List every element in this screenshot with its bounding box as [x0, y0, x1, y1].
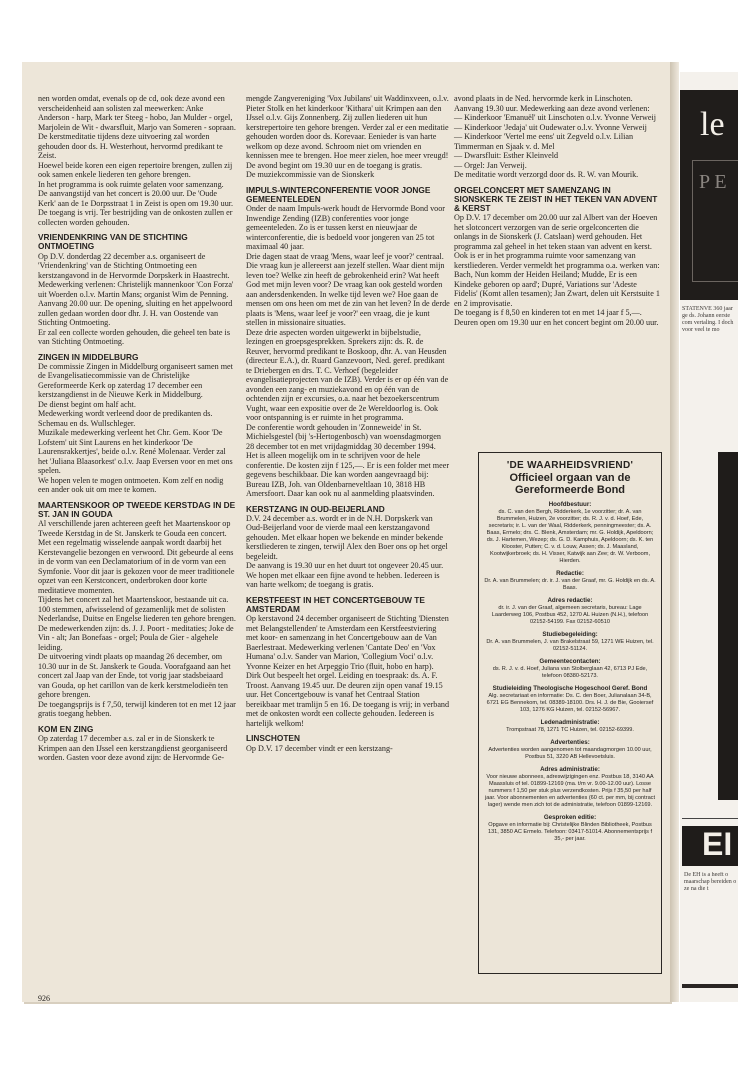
article-paragraph: De avond begint om 19.30 uur en de toegang is gratis. — [246, 160, 423, 170]
article-paragraph: De medewerkenden zijn: ds. J. J. Poort - meditaties; Joke de Vin - alt; Jan Bonefaas - orgel; Poula de Gier - algehele leiding. — [38, 623, 234, 652]
colophon-section — [479, 501, 661, 565]
colophon-section — [479, 631, 661, 653]
colophon-section-text: Dr. A. van Brummelen, J. van Brakelstraat 59, 1271 WE Huizen, tel. 02152-51124. — [486, 639, 654, 652]
article-paragraph: mengde Zangvereniging 'Vox Jubilans' uit Waddinxveen, o.l.v. Pieter Stolk en het kinderkoor 'Kithara' uit Krimpen aan den IJssel o.l.v. Gijs Zonnenberg. Zij zullen liederen uit hun kerstrepertoire ten gehore brengen. Verder zal er een meditatie gehouden worden door ds. Korevaar. Eenieder is van harte welkom op deze avond. Schroom niet om vrienden en kennissen mee te brengen. Hoe meer zielen, hoe meer vreugd! — [246, 94, 449, 160]
colophon-section-text: Voor nieuwe abonnees, adreswijzigingen enz. Postbus 18, 3140 AA Maassluis of tel. 01899-12169 (ma. t/m vr. 9.00-12.00 uur). Losse nummers f 1,50 per stuk plus verzendkosten. Prijs f 35,50 per half jaar. Voor abonnementen en advertenties (60 ct. per mm, bij contract lager) wende men zich tot de administratie, telefoon 01899-12169. — [484, 774, 656, 808]
article-paragraph: Op D.V. 17 december vindt er een kerstzang- — [246, 743, 393, 753]
article-paragraph: We hopen velen te mogen ontmoeten. Kom zelf en nodig een ander ook uit om mee te komen. — [38, 475, 224, 495]
adjacent-page-bottom-rule — [682, 984, 738, 988]
article-heading: KERSTFEEST IN HET CONCERTGEBOUW TE AMSTERDAM — [246, 594, 425, 615]
adjacent-page-rule — [682, 818, 738, 819]
colophon-section — [479, 719, 661, 734]
article-paragraph: De toegang is f 8,50 en kinderen tot en met 14 jaar f 5,—. Deuren open om 19.30 uur en het concert begint om 20.00 uur. — [454, 308, 659, 327]
colophon-section-heading: Redactie: — [556, 570, 584, 577]
colophon-section-heading: Advertenties: — [550, 739, 590, 746]
colophon-section — [479, 570, 661, 592]
colophon-section-text: dr. ir. J. van der Graaf, algemeen secretaris, bureau: Lage Laarderweg 106, Postbus 452, 1270 AL Huizen (N.H.), telefoon 02152-54199. Fax 02152-60510 — [491, 605, 649, 625]
article-paragraph: Hoewel beide koren een eigen repertoire brengen, zullen zij ook samen enkele liederen ten gehore brengen. — [38, 160, 233, 179]
article-paragraph: — Dwarsfluit: Esther Kleinveld — [454, 151, 559, 160]
colophon-section-heading: Studieleiding Theologische Hogeschool Geref. Bond — [492, 685, 648, 692]
colophon-section-heading: Adres redactie: — [547, 597, 593, 604]
adjacent-page-dark-image — [718, 452, 738, 800]
article-heading: VRIENDENKRING VAN DE STICHTING ONTMOETING — [38, 232, 188, 252]
column-3 — [454, 94, 662, 327]
article-paragraph: D.V. 24 december a.s. wordt er in de N.H. Dorpskerk van Oud-Beijerland voor de vierde maal een kerstzangavond gehouden. Met elkaar hopen we bekende en minder bekende kerstliederen te zingen, terwijl Alex den Boer ons op het orgel begeleidt. — [246, 513, 448, 561]
article-heading: ORGELCONCERT MET SAMENZANG IN SIONSKERK TE ZEIST IN HET TEKEN VAN ADVENT & KERST — [454, 184, 658, 214]
article-paragraph: De muziekcommissie van de Sionskerk — [246, 170, 375, 179]
article-heading: ZINGEN IN MIDDELBURG — [38, 351, 139, 362]
colophon-section-text: Trompstraat 78, 1271 TC Huizen, tel. 02152-69399. — [506, 727, 634, 733]
colophon-sections — [479, 501, 661, 843]
article-paragraph: Het is alleen mogelijk om in te schrijven voor de hele conferentie. De kosten zijn f 125,—. Er is een folder met meer gegevens beschikbaar. Die kan worden aangevraagd bij: Bureau IZB, Joh. van Oldenbarneveltlaan 10, 3818 HB Amersfoort. Daar kan ook nu al aanmelding plaatsvinden. — [246, 451, 450, 499]
article-paragraph: Aanvang 20.00 uur. De opening, sluiting en het appelwoord zullen gedaan worden door dhr. J. H. van Oostende van Stichting Ontmoeting. — [38, 299, 233, 328]
colophon-section-heading: Gemeentecontacten: — [539, 658, 601, 665]
article-paragraph: Medewerking wordt verleend door de predikanten ds. Schemau en ds. Wullschleger. — [38, 409, 213, 428]
article-paragraph: De dienst begint om half acht. — [38, 399, 136, 409]
article-paragraph: — Kinderkoor 'Emanuël' uit Linschoten o.l.v. Yvonne Verweij — [454, 113, 656, 122]
colophon-section-text: Alg. secretariaat en informatie: Ds. C. den Boer, Julianalaan 34-B, 6721 EG Bennekom, tel. 08389-18100. Drs. H. J. de Bie, Gooiersef 103, 1276 KG Huizen, tel. 02152-56967. — [486, 693, 654, 713]
colophon-section — [479, 685, 661, 714]
colophon-section-heading: Gesproken editie: — [543, 814, 597, 821]
colophon-section — [479, 814, 661, 843]
article-paragraph: Er zal een collecte worden gehouden, die geheel ten bate is van Stichting Ontmoeting. — [38, 327, 230, 347]
article-paragraph: De kerstmeditatie tijdens deze uitvoering zal worden gehouden door ds. H. Westerhout, hervormd predikant te Zeist. — [38, 132, 223, 160]
article-paragraph: Op D.V. 17 december om 20.00 uur zal Albert van der Hoeven het slotconcert verzorgen van de serie orgelconcerten die onlangs in de Sionskerk (J. Catslaan) werd gehouden. Het programma zal geheel in het teken staan van advent en kerst. Ook is er in het programma ruimte voor samenzang van kerstliederen. Verder vermeldt het programma o.a. werken van: Bach, Nun komm der Heiden Heiland; Mudde, Er is een Kindeke geboren op aard'; Dupré, Variations sur 'Adeste Fidelis' (Komt allen tesamen); Jan Zwart, delen uit Kerstsuite 1 en 2 improvisatie. — [454, 213, 660, 308]
article-paragraph: Al verschillende jaren achtereen geeft het Maartenskoor op Tweede Kerstdag in de St. Janskerk te Gouda een concert. Met een regelmatig wisselende aanpak wordt daarbij het Kerstevangelie bezongen en verwoord. Dit gebeurde al eens in de vorm van een Declamatorium of in de vorm van een Symfonie. Voor dit jaar is gekozen voor de meer traditionele opzet van een Kerstconcert, onderbroken door korte meditatieve momenten. — [38, 519, 235, 595]
article-paragraph: In het programma is ook ruimte gelaten voor samenzang. — [38, 179, 224, 189]
article-paragraph: Onder de naam Impuls-werk houdt de Hervormde Bond voor Inwendige Zending (IZB) conferenties voor jonge gemeenteleden. Zo is er tussen kerst en nieuwjaar de winterconferentie, die is bedoeld voor jongeren van 25 tot maximaal 40 jaar. — [246, 204, 446, 252]
article-paragraph: — Kinderkoor 'Jedaja' uit Oudewater o.l.v. Yvonne Verweij — [454, 122, 647, 132]
article-paragraph: Op D.V. donderdag 22 december a.s. organiseert de 'Vriendenkring' van de Stichting Ontmoeting een kerstzangavond in de Hervormde Dorpskerk in Haastrecht. — [38, 251, 230, 280]
article-heading: MAARTENSKOOR OP TWEEDE KERSTDAG IN DE ST. JAN IN GOUDA — [38, 499, 236, 520]
article-paragraph: Op zaterdag 17 december a.s. zal er in de Sionskerk te Krimpen aan den IJssel een kerstzangdienst georganiseerd worden. Gasten voor deze avond zijn: de Hervormde Ge- — [38, 734, 228, 763]
article-paragraph: Medewerking verlenen: Christelijk mannenkoor 'Con Forza' uit Woerden o.l.v. Martin Mans; organist Wim de Penning. — [38, 280, 234, 299]
page-spine — [670, 62, 679, 1002]
colophon-section — [479, 597, 661, 626]
column-2 — [246, 94, 450, 753]
article-paragraph: — Orgel: Jan Verweij. — [454, 160, 527, 170]
article-paragraph: avond plaats in de Ned. hervormde kerk in Linschoten. Aanvang 19.30 uur. Medewerking aan deze avond verlenen: — [454, 94, 650, 113]
article-paragraph: — Kinderkoor 'Vertel me eens' uit Zegveld o.l.v. Lilian Timmerman en Sjaak v. d. Mel — [454, 132, 634, 151]
adjacent-page-logo: le — [700, 106, 725, 143]
colophon-section-heading: Adres administratie: — [540, 766, 600, 773]
colophon-section — [479, 739, 661, 761]
article-paragraph: Deze drie aspecten worden uitgewerkt in bijbelstudie, lezingen en groepsgesprekken. Sprekers zijn: ds. R. de Reuver, hervormd predikant te Boskoop, dhr. A. van Heusden (directeur E.A.), dr. Ruard Ganzevoort, Ned. geref. predikant te Driebergen en drs. T. C. Verhoef (begeleider evangelisatieprojecten van de IZB). Verder is er op één van de avonden een zang- en muziekavond en op één van de ochtenden zijn er excursies, o.a. naar het bezoekerscentrum Vught, waar een expositie over de 2e Wereldoorlog is. Ook voor ontspanning is er ruimte in het programma. — [246, 327, 449, 423]
article-paragraph: De toegangsprijs is f 7,50, terwijl kinderen tot en met 12 jaar gratis toegang hebben. — [38, 699, 236, 719]
column-1 — [38, 94, 236, 763]
colophon-box — [478, 452, 662, 974]
article-paragraph: De meditatie wordt verzorgd door ds. R. W. van Mourik. — [454, 170, 639, 179]
colophon-section-text: ds. R. J. v. d. Hoef, Juliana van Stolberglaan 42, 6713 PJ Ede, telefoon 08380-52173. — [492, 666, 648, 679]
colophon-subtitle: Officieel orgaan van de Gereformeerde Bond — [509, 472, 631, 496]
article-heading: IMPULS-WINTERCONFERENTIE VOOR JONGE GEMEENTELEDEN — [246, 184, 431, 204]
article-paragraph: De aanvangstijd van het concert is 20.00 uur. De 'Oude Kerk' aan de 1e Dorpsstraat 1 in Zeist is open om 19.30 uur. De toegang is vrij. Ter bestrijding van de onkosten zullen er collecten worden gehouden. — [38, 189, 234, 227]
article-heading: LINSCHOTEN — [246, 733, 300, 744]
article-paragraph: Op kerstavond 24 december organiseert de Stichting 'Diensten met Belangstellenden' te Amsterdam een Kerstfeestviering met koor- en samenzang in het Concertgebouw aan de Van Baerlestraat. Medewerking verlenen 'Cantate Deo' en 'Vox Humana' o.l.v. Sander van Marion, 'Collegium Voci' o.l.v. Yvonne Keizer en het Arpeggio Trio (fluit, hobo en harp). Dirk Out bespeelt het orgel. Leiding en toespraak: ds. A. F. Troost. Aanvang 19.45 uur. De deuren zijn open vanaf 19.15 uur. Het Concertgebouw is vanaf het Centraal Station bereikbaar met tramlijn 5 en 16. De toegang is vrij; in verband met de onkosten wordt een collecte gehouden. Iedereen is hartelijk welkom! — [246, 614, 450, 728]
article-paragraph: De conferentie wordt gehouden in 'Zonneweide' in St. Michielsgestel (bij 's-Hertogenbosch) van woensdagmorgen 28 december tot en met vrijdagmiddag 30 december 1994. — [246, 422, 441, 451]
colophon-section-heading: Studiebegeleiding: — [542, 631, 598, 638]
colophon-section-text: ds. C. van den Bergh, Ridderkerk, 1e voorzitter; dr. A. van Brummelen, Huizen, 2e voorzitter; ds. R. J. v. d. Hoef, Ede, secretaris; ir. L. van der Waal, Ridderkerk, penningmeester; ds. A. Baas, Ermelo; drs. C. Blenk, Amsterdam; mr. G. Holdijk, Apeldoorn; ds. J. Hartemen, Wezep; ds. G. D. Kamphuis, Apeldoorn; ds. K. ten Klooster, Putten; C. v. d. Louw, Assen; ds. J. Maasland, Kootwijkerbroek; ds. H. Visser, Katwijk aan Zee; dr. W. Verboom, Hierden. — [486, 509, 654, 564]
page-number: 926 — [38, 994, 50, 1003]
adjacent-page-text-bottom: De EH is a heeft o maarschap bereiden o ze na die t — [684, 872, 737, 892]
article-paragraph: De uitvoering vindt plaats op maandag 26 december, om 10.30 uur in de St. Janskerk te Gouda. Voorafgaand aan het concert zal Jaap van der Ende, tot vorig jaar stadsbeiaard van Gouda, op het carillon van de kerk kerstmelodieën ten gehore brengen. — [38, 652, 231, 700]
colophon-section — [479, 658, 661, 680]
adjacent-page-text-top: STATENVE 360 jaar ge ds. Johann eerste com vertaling. I doch voor veel te mo — [682, 306, 734, 333]
colophon-section-heading: Hoofdbestuur: — [548, 501, 592, 508]
adjacent-page-title: EI — [702, 826, 733, 862]
adjacent-page-photo — [692, 160, 738, 282]
article-paragraph: Tijdens het concert zal het Maartenskoor, bestaande uit ca. 100 stemmen, afwisselend of gezamenlijk met de solisten Nederlandse, Duitse en Engelse liederen ten gehore brengen. — [38, 595, 236, 624]
article-paragraph: De commissie Zingen in Middelburg organiseert samen met de Evangelisatiecommissie van de Christelijke Gereformeerde Kerk op zaterdag 17 december een kerstzangdienst in de Nieuwe Kerk in Middelburg. — [38, 361, 233, 400]
colophon-section-heading: Ledenadministratie: — [540, 719, 600, 726]
article-paragraph: nen worden omdat, evenals op de cd, ook deze avond een verscheidenheid aan solisten zal meewerken: Anke Anderson - harp, Mark ter Steeg - hobo, Jan Mulder - orgel, Marjolein de Wit - dwarsfluit, Marjo van Someren - sopraan. — [38, 94, 236, 132]
colophon-section-text: Dr. A. van Brummelen; dr. ir. J. van der Graaf, mr. G. Holdijk en ds. A. Baas. — [484, 578, 656, 591]
article-paragraph: Drie dagen staat de vraag 'Mens, waar leef je voor?' centraal. Die vraag kun je allereerst aan jezelf stellen. Waar dient mijn leven toe? Welke zin heeft de gebrokenheid erin? Wat heeft God met mijn leven voor? De vraag kan ook gesteld worden aan andersdenkenden. In welke tijd leven we? Hoe gaan de mensen om ons heen om met de zin van het leven? In de derde plaats is 'Mens, waar leef je voor?' een vraag, die je kunt stellen in missionaire situaties. — [246, 251, 450, 328]
article-heading: KOM EN ZING — [38, 723, 94, 734]
article-paragraph: Muzikale medewerking verleent het Chr. Gem. Koor 'De Lofstem' uit Sint Laurens en het kinderkoor 'De Laurensrakkertjes', beide o.l.v. René Molenaar. Verder zal het 'Juliana Blaasorkest' o.l.v. Jaap Eversen voor en met ons spelen. — [38, 428, 233, 476]
article-heading: KERSTZANG IN OUD-BEIJERLAND — [246, 503, 385, 514]
article-paragraph: De aanvang is 19.30 uur en het duurt tot ongeveer 20.45 uur. We hopen met elkaar een fijne avond te hebben. Iedereen is van harte welkom; de toegang is gratis. — [246, 561, 444, 590]
adjacent-page-photo-mark: P E — [699, 171, 727, 193]
colophon-section — [479, 766, 661, 809]
colophon-title: 'DE WAARHEIDSVRIEND' — [506, 460, 634, 471]
colophon-section-text: Advertenties worden aangenomen tot maandagmorgen 10.00 uur, Postbus 51, 3220 AB Hellevoetsluis. — [488, 747, 652, 760]
colophon-section-text: Opgave en informatie bij: Christelijke Blinden Bibliotheek, Postbus 131, 3850 AC Ermelo. Telefoon: 03417-51014. Abonnementsprijs f 35,- per jaar. — [487, 822, 653, 842]
